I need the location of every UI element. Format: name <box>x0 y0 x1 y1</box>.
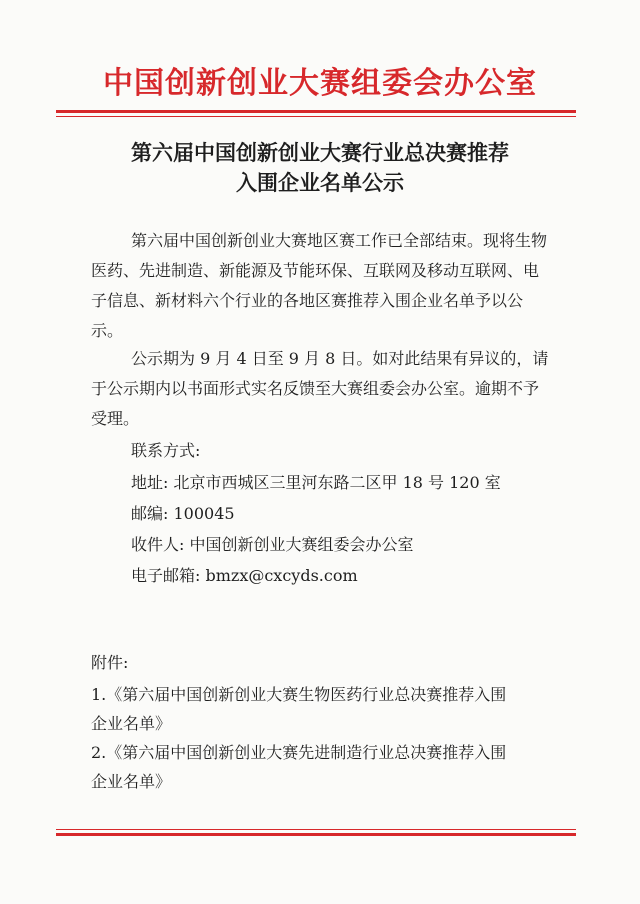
attachment-2-line-2: 企业名单》 <box>91 772 172 791</box>
letterhead-org-name: 中国创新创业大赛组委会办公室 <box>103 66 537 101</box>
attachments-heading: 附件: <box>91 653 129 672</box>
body-paragraph-1: 第六届中国创新创业大赛地区赛工作已全部结束。现将生物医药、先进制造、新能源及节能环保、互联网及移动互联网、电子信息、新材料六个行业的各地区赛推荐入围企业名单予以公示。 <box>91 231 548 340</box>
document-title-line-2: 入围企业名单公示 <box>236 170 404 195</box>
attachment-2-line-1: 2.《第六届中国创新创业大赛先进制造行业总决赛推荐入围 <box>91 743 507 762</box>
attachment-1-line-1: 1.《第六届中国创新创业大赛生物医药行业总决赛推荐入围 <box>91 685 507 704</box>
document-title-line-1: 第六届中国创新创业大赛行业总决赛推荐 <box>131 140 509 165</box>
letterhead-rule-thin <box>56 116 576 117</box>
letterhead-rule-thick <box>56 110 576 113</box>
footer-rule-thin <box>56 829 576 830</box>
contact-recipient: 收件人: 中国创新创业大赛组委会办公室 <box>131 535 414 554</box>
attachment-1-line-2: 企业名单》 <box>91 714 172 733</box>
body-paragraph-2: 公示期为 9 月 4 日至 9 月 8 日。如对此结果有异议的，请于公示期内以书面形式实名反馈至大赛组委会办公室。逾期不予受理。 <box>91 349 549 428</box>
contact-postcode: 邮编: 100045 <box>131 504 235 523</box>
footer-rule-thick <box>56 833 576 836</box>
contact-heading: 联系方式: <box>131 441 201 460</box>
contact-address: 地址: 北京市西城区三里河东路二区甲 18 号 120 室 <box>131 473 501 492</box>
contact-email: 电子邮箱: bmzx@cxcyds.com <box>131 566 358 585</box>
